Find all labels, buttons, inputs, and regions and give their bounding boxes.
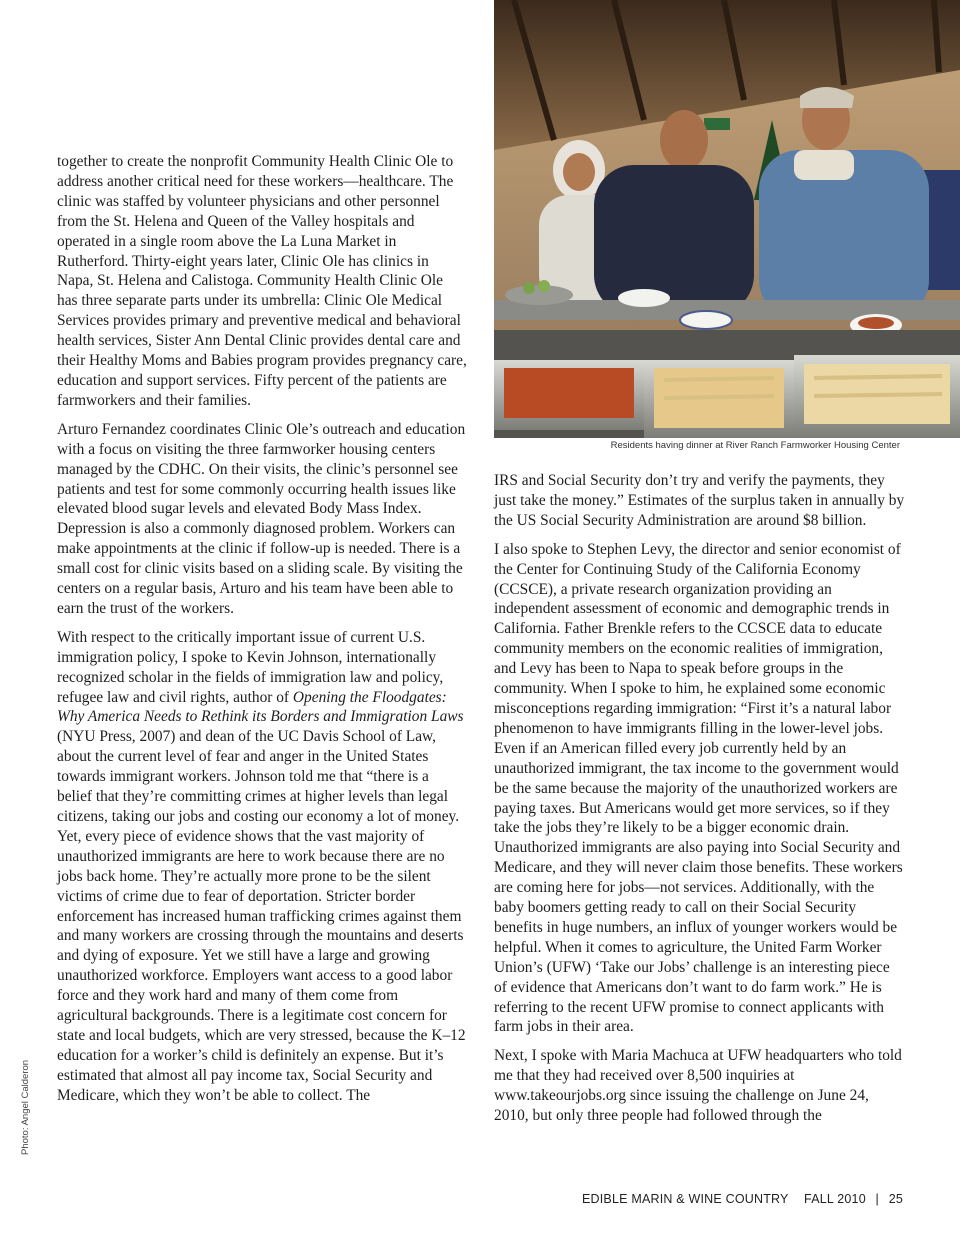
- publication-name: EDIBLE MARIN & WINE COUNTRY: [582, 1192, 789, 1206]
- paragraph: [57, 628, 467, 1106]
- paragraph: together to create the nonprofit Community Health Clinic Ole to address another critical need for these workers—healthcare. The clinic was staffed by volunteer physicians and other personnel from the St. Helena and Queen of the Valley hospitals and operated in a single room above the La Luna Market in Rutherford. Thirty-eight years later, Clinic Ole has clinics in Napa, St. Helena and Calistoga. Community Health Clinic Ole has three separate parts under its umbrella: Clinic Ole Medical Services provides primary and preventive medical and behavioral health services, Sister Ann Dental Clinic provides dental care and their Healthy Moms and Babies program provides pregnancy care, education and support services. Fifty percent of the patients are farmworkers and their families.: [57, 153, 467, 409]
- left-column: [57, 152, 467, 1115]
- paragraph: I also spoke to Stephen Levy, the director and senior economist of the Center for Continuing Study of the California Economy (CCSCE), a private research organization providing an independent assessment of economic and demographic trends in California. Father Brenkle refers to the CCSCE data to educate community members on the economic realities of immigration, and Levy has been to Napa to speak before groups in the community. When I spoke to him, he explained some economic misconceptions regarding immigration: “First it’s a natural labor phenomenon to have immigrants filling in the lower-level jobs. Even if an American filled every job currently held by an unauthorized immigrant, the tax income to the government would be the same because the majority of the unauthorized workers are paying taxes. But Americans would get more services, so if they take the jobs they’re likely to be a bigger economic drain. Unauthorized immigrants are also paying into Social Security and Medicare, and they will never claim those benefits. These workers are coming here for jobs—not services. Additionally, with the baby boomers getting ready to call on their Social Security benefits in huge numbers, an influx of younger workers would be helpful. When it comes to agriculture, the United Farm Worker Union’s (UFW) ‘Take our Jobs’ challenge is an interesting piece of evidence that Americans don’t want to do farm work.” He is referring to the recent UFW promise to connect applicants with farm jobs in their area.: [494, 540, 903, 1036]
- dinner-scene-illustration: [494, 0, 960, 438]
- paragraph-text: (NYU Press, 2007) and dean of the UC Davis School of Law, about the current level of fear and anger in the United States towards immigrant workers. Johnson told me that “there is a belief that they’re committing crimes at higher levels than legal citizens, taking our jobs and costing our economy a lot of money. Yet, every piece of evidence shows that the vast majority of unauthorized immigrants are here to work because there are no jobs back home. They’re actually more prone to be the silent victims of crime due to fear of deportation. Stricter border enforcement has increased human trafficking crimes against them and many workers are crossing through the mountains and deserts and dying of exposure. Yet we still have a large and growing unauthorized workforce. Employers want access to a good labor force and they work hard and many of them come from agricultural backgrounds. There is a legitimate cost concern for state and local budgets, which are very stressed, because the K–12 education for a worker’s child is definitely an expense. But it’s estimated that almost all pay income tax, Social Security and Medicare, which they won’t be able to collect. The: [57, 728, 466, 1104]
- page-footer: [582, 1192, 903, 1206]
- article-photo: [494, 0, 960, 438]
- page-number: 25: [888, 1192, 903, 1206]
- paragraph: Arturo Fernandez coordinates Clinic Ole’s outreach and education with a focus on visiting the three farmworker housing centers managed by the CDHC. On their visits, the clinic’s personnel see patients and test for some commonly occurring health issues like elevated blood sugar levels and elevated Body Mass Index. Depression is also a commonly diagnosed problem. Workers can make appointments at the clinic if follow-up is needed. There is a small cost for clinic visits based on a sliding scale. By visiting the centers on a regular basis, Arturo and his team have been able to earn the trust of the workers.: [57, 420, 466, 617]
- book-title: Opening the Floodgates: Why America Needs to Rethink its Borders and Immigration Laws: [57, 688, 464, 726]
- issue-label: FALL 2010: [804, 1192, 866, 1206]
- paragraph: IRS and Social Security don’t try and verify the payments, they just take the money.” Estimates of the surplus taken in annually by the US Social Security Administration are around $8 billion.: [494, 472, 905, 529]
- right-column: [494, 471, 906, 1135]
- photo-caption: Residents having dinner at River Ranch Farmworker Housing Center: [610, 440, 900, 451]
- paragraph-text: With respect to the critically important issue of current U.S. immigration policy, I spoke to Kevin Johnson, internationally recognized scholar in the fields of immigration law and policy, refugee law and civil rights, author of: [57, 628, 444, 706]
- footer-separator: |: [875, 1192, 879, 1206]
- photo-credit: Photo: Angel Calderon: [20, 1059, 31, 1155]
- paragraph: Next, I spoke with Maria Machuca at UFW headquarters who told me that they had received over 8,500 inquiries at www.takeourjobs.org since issuing the challenge on June 24, 2010, but only three people had followed through the: [494, 1047, 902, 1125]
